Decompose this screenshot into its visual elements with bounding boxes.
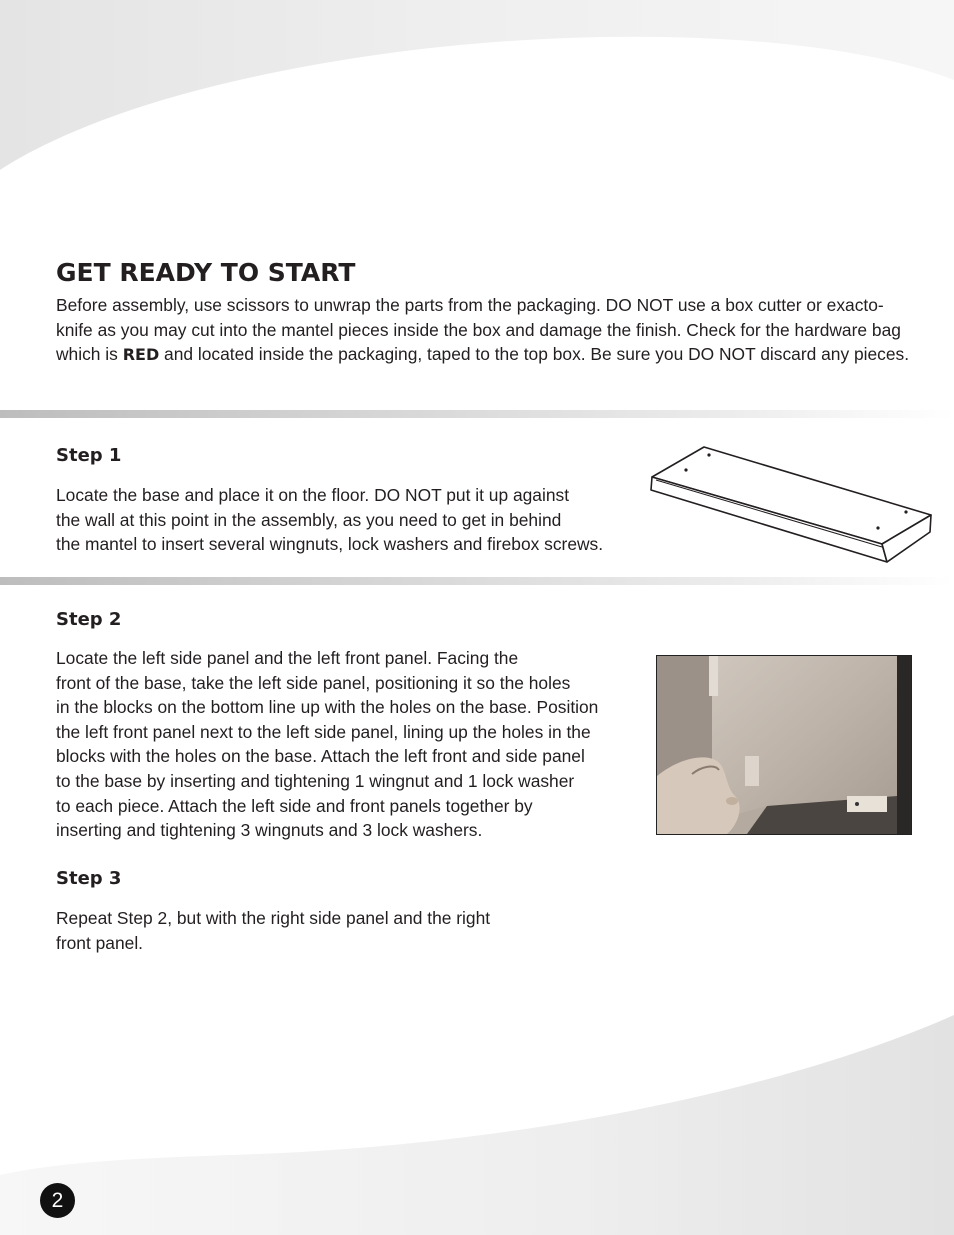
section-divider bbox=[0, 577, 954, 585]
step-2-line: in the blocks on the bottom line up with the holes on the base. Position bbox=[56, 697, 599, 718]
step-2-line: to each piece. Attach the left side and front panels together by bbox=[56, 795, 533, 816]
section-divider bbox=[0, 410, 954, 418]
step-3-text bbox=[56, 906, 576, 955]
step-2-line: Locate the left side panel and the left front panel. Facing the bbox=[56, 648, 519, 668]
step-3-line: Repeat Step 2, but with the right side panel and the right bbox=[56, 908, 491, 928]
page-title: GET READY TO START bbox=[56, 258, 356, 287]
step-3-line: front panel. bbox=[56, 932, 144, 953]
step-1-text bbox=[56, 483, 646, 557]
step-2-text bbox=[56, 646, 646, 843]
step-2-line: front of the base, take the left side panel, positioning it so the holes bbox=[56, 672, 571, 693]
step-3-heading: Step 3 bbox=[56, 868, 122, 889]
intro-text-after: and located inside the packaging, taped to the top box. Be sure you DO NOT discard any pieces. bbox=[159, 344, 910, 365]
step-1-line: Locate the base and place it on the floor. DO NOT put it up against bbox=[56, 485, 570, 505]
page-number-badge: 2 bbox=[40, 1183, 75, 1218]
base-board-illustration bbox=[646, 440, 936, 570]
step-2-line: the left front panel next to the left side panel, lining up the holes in the bbox=[56, 721, 591, 742]
step-2-line: to the base by inserting and tightening 1 wingnut and 1 lock washer bbox=[56, 770, 575, 791]
intro-text-before: Before assembly, use scissors to unwrap the parts from the packaging. DO NOT use a box cutter or exacto-knife as you may cut into the mantel pieces inside the box and damage the finish. Check for the hardware bag which is bbox=[56, 295, 901, 365]
step-1-heading: Step 1 bbox=[56, 445, 122, 466]
step-1-line: the mantel to insert several wingnuts, lock washers and firebox screws. bbox=[56, 534, 604, 555]
step-2-heading: Step 2 bbox=[56, 609, 122, 630]
step-1-line: the wall at this point in the assembly, as you need to get in behind bbox=[56, 509, 562, 530]
intro-emphasis-red: RED bbox=[122, 345, 160, 365]
assembly-photo bbox=[656, 655, 912, 835]
step-2-line: inserting and tightening 3 wingnuts and 3 lock washers. bbox=[56, 820, 483, 841]
step-2-line: blocks with the holes on the base. Attach the left front and side panel bbox=[56, 746, 585, 767]
intro-paragraph bbox=[56, 293, 916, 368]
